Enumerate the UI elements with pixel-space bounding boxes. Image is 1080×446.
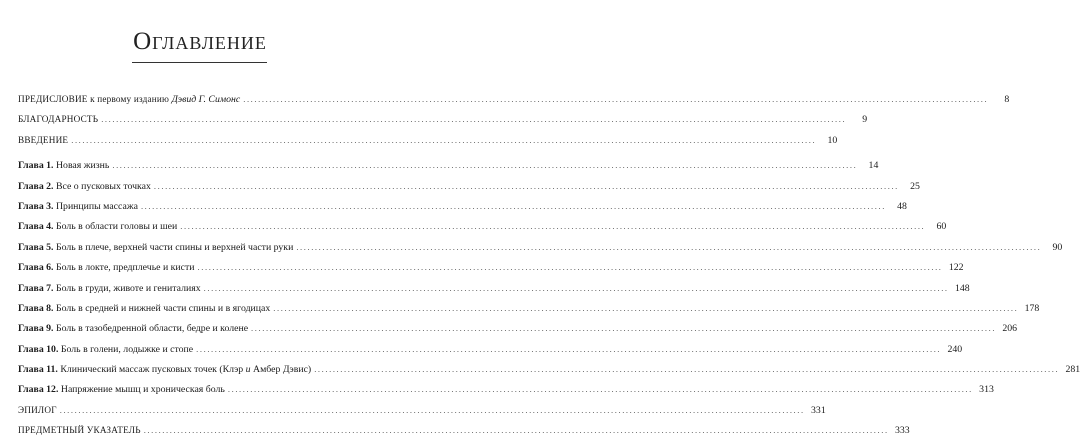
page-number: 14 (868, 160, 879, 172)
dot-leader: ........................................................................................................................................................................................................ (101, 114, 847, 125)
entry-text: ЭПИЛОГ (18, 404, 57, 415)
entry-text: Напряжение мышц и хроническая боль (58, 384, 225, 396)
page-number: 206 (1002, 323, 1018, 335)
toc-entry[interactable] (18, 180, 920, 201)
dot-leader: ........................................................................................................................................................................................................ (59, 404, 805, 415)
dot-leader: ........................................................................................................................................................................................................ (314, 364, 1060, 375)
chapter-number: Глава 10. (18, 343, 59, 355)
toc-entry-title (18, 160, 109, 171)
entry-text: ПРЕДИСЛОВИЕ к первому изданию (18, 94, 172, 104)
chapter-number: Глава 11. (18, 364, 58, 376)
dot-leader: ........................................................................................................................................................................................................ (153, 180, 899, 191)
entry-text: Принципы массажа (53, 200, 138, 212)
toc-entry-title (18, 364, 311, 375)
toc-entry-title (18, 181, 151, 192)
chapter-number: Глава 12. (18, 384, 59, 396)
page-number: 240 (947, 343, 963, 355)
toc-entry[interactable] (18, 282, 970, 303)
toc-entry[interactable] (18, 384, 994, 404)
entry-author: Дэвид Г. Симонс (171, 94, 241, 105)
entry-text-continued: Амбер Дэвис) (250, 364, 312, 376)
entry-text: Клинический массаж пусковых точек (Клэр (57, 364, 246, 376)
dot-leader: ........................................................................................................................................................................................................ (180, 221, 926, 232)
toc-entry-title (18, 303, 270, 314)
toc-entry-title (18, 323, 248, 334)
page-number: 122 (948, 262, 964, 274)
toc-entry[interactable] (18, 200, 907, 221)
entry-text: Боль в локте, предплечье и кисти (53, 262, 195, 274)
chapter-number: Глава 4. (18, 221, 54, 233)
page-number: 331 (811, 404, 826, 416)
chapter-number: Глава 1. (18, 160, 54, 172)
entry-text: Боль в голени, лодыжке и стопе (58, 343, 194, 355)
page-number: 60 (936, 221, 947, 233)
entry-text: Новая жизнь (53, 160, 110, 172)
chapter-number: Глава 7. (18, 282, 54, 294)
dot-leader: ........................................................................................................................................................................................................ (251, 323, 997, 334)
chapter-number: Глава 8. (18, 302, 54, 314)
dot-leader: ........................................................................................................................................................................................................ (112, 160, 858, 171)
toc-entry[interactable] (18, 241, 1063, 262)
dot-leader: ........................................................................................................................................................................................................ (143, 425, 889, 436)
table-of-contents (18, 94, 1080, 446)
entry-text: Боль в области головы и шеи (53, 221, 178, 233)
dot-leader: ........................................................................................................................................................................................................ (273, 302, 1019, 313)
toc-entry-title (18, 242, 293, 253)
entry-text: Боль в груди, животе и гениталиях (53, 282, 201, 294)
toc-entry[interactable] (18, 262, 964, 282)
toc-entry-title (18, 405, 57, 416)
toc-entry[interactable] (18, 323, 1018, 343)
toc-entry-title (18, 262, 195, 273)
chapter-number: Глава 6. (18, 262, 54, 274)
toc-entry[interactable] (18, 160, 879, 180)
toc-entry-title (18, 283, 201, 294)
toc-entry-title (18, 135, 68, 146)
toc-entry-title (18, 221, 177, 232)
toc-entry[interactable] (18, 114, 868, 134)
dot-leader: ........................................................................................................................................................................................................ (140, 200, 886, 211)
page-number: 313 (979, 384, 994, 396)
toc-entry[interactable] (18, 221, 947, 241)
toc-entry[interactable] (18, 425, 910, 445)
page-number: 90 (1052, 241, 1063, 253)
page-number: 10 (827, 134, 838, 146)
toc-entry[interactable] (18, 343, 963, 364)
entry-text: Боль в тазобедренной области, бедре и колене (53, 323, 249, 335)
toc-entry-title (18, 344, 193, 355)
entry-text: ВВЕДЕНИЕ (18, 134, 69, 145)
page-number: 9 (862, 114, 868, 126)
page-number: 25 (910, 180, 920, 192)
toc-entry-title (18, 114, 98, 125)
toc-entry[interactable] (18, 302, 1040, 323)
chapter-number: Глава 5. (18, 241, 54, 253)
dot-leader: ........................................................................................................................................................................................................ (197, 262, 943, 273)
dot-leader: ........................................................................................................................................................................................................ (227, 384, 973, 395)
entry-author: и (245, 364, 251, 376)
toc-entry[interactable] (18, 134, 838, 155)
entry-text: БЛАГОДАРНОСТЬ (18, 114, 99, 125)
toc-entry-title (18, 425, 141, 436)
page-number: 8 (1004, 94, 1010, 105)
dot-leader: ........................................................................................................................................................................................................ (203, 282, 949, 293)
chapter-number: Глава 2. (18, 180, 54, 192)
toc-entry-title (18, 94, 240, 105)
dot-leader: ........................................................................................................................................................................................................ (196, 343, 942, 354)
dot-leader: ........................................................................................................................................................................................................ (71, 134, 817, 145)
page-number: 178 (1024, 302, 1040, 314)
entry-text: ПРЕДМЕТНЫЙ УКАЗАТЕЛЬ (18, 425, 141, 436)
chapter-number: Глава 3. (18, 200, 54, 212)
page-number: 148 (954, 282, 970, 294)
chapter-number: Глава 9. (18, 323, 54, 335)
entry-text: Боль в средней и нижней части спины и в ягодицах (53, 302, 271, 314)
entry-text: Все о пусковых точках (53, 180, 151, 192)
toc-entry[interactable] (18, 364, 1080, 384)
toc-entry[interactable] (18, 94, 1010, 114)
dot-leader: ........................................................................................................................................................................................................ (296, 241, 1042, 252)
page-title: Оглавление (133, 28, 267, 55)
title-underline (132, 62, 267, 63)
page-number: 333 (894, 425, 910, 437)
toc-entry[interactable] (18, 404, 826, 425)
page-number: 281 (1065, 364, 1080, 376)
page-number: 48 (897, 200, 907, 212)
toc-entry-title (18, 201, 138, 212)
dot-leader: ........................................................................................................................................................................................................ (243, 94, 989, 104)
entry-text: Боль в плече, верхней части спины и верхней части руки (53, 241, 294, 253)
toc-entry-title (18, 384, 225, 395)
